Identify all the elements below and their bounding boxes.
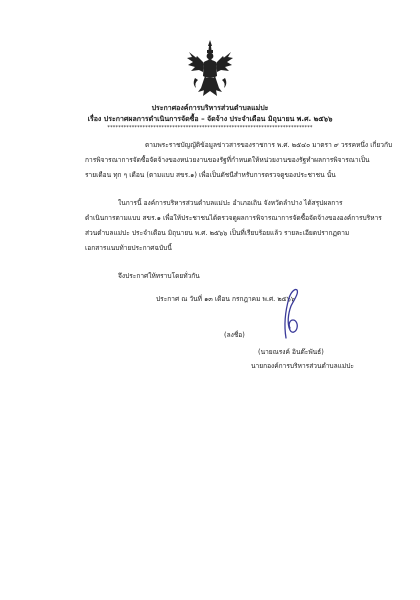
signature-label: (ลงชื่อ) [224,331,245,339]
handwritten-signature [272,284,306,342]
announcement-date: ประกาศ ณ วันที่ ๑๓ เดือน กรกฎาคม พ.ศ. ๒๕๖๖ [156,295,296,303]
closing-paragraph: จึงประกาศให้ทราบโดยทั่วกัน [118,272,200,280]
signatory-position: นายกองค์การบริหารส่วนตำบลแม่ปะ [251,362,354,370]
paragraph-1-line-3: รายเดือน ทุก ๆ เดือน (ตามแบบ สขร.๑) เพื่อเป็นดัชนีสำหรับการตรวจดูของประชาชน นั้น [85,171,336,179]
paragraph-2-line-4: เอกสารแนบท้ายประกาศฉบับนี้ [85,244,172,252]
paragraph-2-line-1: ในการนี้ องค์การบริหารส่วนตำบลแม่ปะ อำเภอเถิน จังหวัดลำปาง ได้สรุปผลการ [118,199,343,207]
paragraph-1-line-1: ตามพระราชบัญญัติข้อมูลข่าวสารของราชการ พ.ศ. ๒๕๔๐ มาตรา ๙ วรรคหนึ่ง เกี่ยวกับ [145,141,393,149]
announcement-title: ประกาศองค์การบริหารส่วนตำบลแม่ปะ [151,104,269,112]
separator-line: **************************************************************************** [107,125,313,131]
signatory-name: (นายณรงค์ อินต๊ะพันธ์) [258,348,324,356]
paragraph-1-line-2: การพิจารณาการจัดซื้อจัดจ้างของหน่วยงานของรัฐที่กำหนดให้หน่วยงานของรัฐทำผลการพิจารณาเป็น [85,156,370,164]
announcement-subject: เรื่อง ประกาศผลการดำเนินการจัดซื้อ – จัดจ้าง ประจำเดือน มิถุนายน พ.ศ. ๒๕๖๖ [87,115,333,123]
paragraph-2-line-3: ส่วนตำบลแม่ปะ ประจำเดือน มิถุนายน พ.ศ. ๒๕๖๖ เป็นที่เรียบร้อยแล้ว รายละเอียดปรากฏตาม [85,229,350,237]
paragraph-2-line-2: ดำเนินการตามแบบ สขร.๑ เพื่อให้ประชาชนได้ตรวจดูผลการพิจารณาการจัดซื้อจัดจ้างขององค์การบริหาร [85,214,382,222]
garuda-emblem [186,38,234,100]
